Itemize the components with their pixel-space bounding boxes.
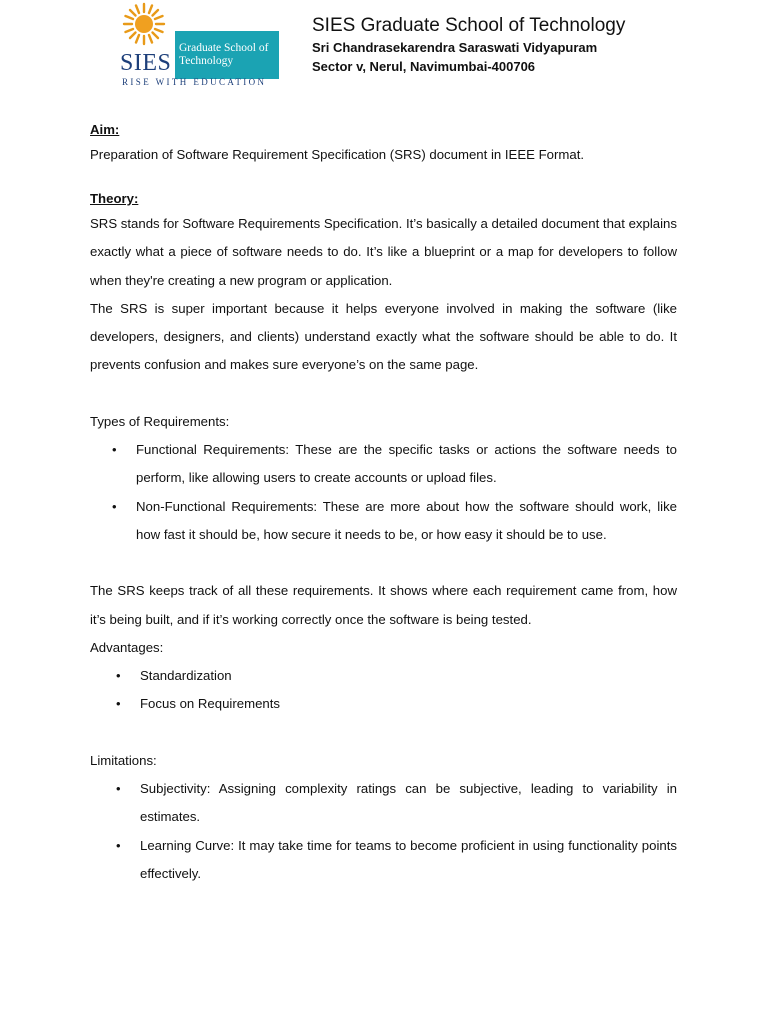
list-item-text: Non-Functional Requirements: These are more about how the software should work, like how fast it should be, how secure it needs to be, or how easy it should be to use. xyxy=(136,498,677,542)
logo-tagline: RISE WITH EDUCATION xyxy=(122,77,267,87)
list-item xyxy=(90,690,677,718)
advantages-list xyxy=(90,662,677,719)
list-item xyxy=(90,436,677,493)
list-item-text: Subjectivity: Assigning complexity ratings can be subjective, leading to variability in estimates. xyxy=(140,781,677,825)
bullet-icon: • xyxy=(112,442,117,458)
list-item xyxy=(90,493,677,550)
advantages-heading: Advantages: xyxy=(90,639,164,655)
institute-address-line-1: Sri Chandrasekarendra Saraswati Vidyapuram xyxy=(312,40,598,55)
types-list xyxy=(90,436,677,549)
sunburst-icon xyxy=(122,2,166,46)
sies-logo xyxy=(118,2,286,90)
bullet-icon: • xyxy=(116,668,121,684)
bullet-icon: • xyxy=(112,498,117,514)
list-item-text: Learning Curve: It may take time for teams to become proficient in using functionality points effectively. xyxy=(140,837,677,881)
types-heading: Types of Requirements: xyxy=(90,413,230,429)
list-item-text: Focus on Requirements xyxy=(140,696,281,712)
list-item-text: Functional Requirements: These are the specific tasks or actions the software needs to perform, like allowing users to create accounts or upload files. xyxy=(136,442,677,486)
theory-paragraph-2: The SRS is super important because it helps everyone involved in making the software (like developers, designers, and clients) understand exactly what the software should be able to do. It prevents confusion and makes sure everyone’s on the same page. xyxy=(90,300,677,373)
document-body xyxy=(90,118,677,888)
list-item-text: Standardization xyxy=(140,668,232,684)
aim-text: Preparation of Software Requirement Specification (SRS) document in IEEE Format. xyxy=(90,147,585,162)
list-item xyxy=(90,775,677,832)
logo-teal-box: Graduate School of Technology xyxy=(175,31,279,79)
theory-heading: Theory: xyxy=(90,191,139,206)
list-item xyxy=(90,662,677,690)
limitations-heading: Limitations: xyxy=(90,752,157,768)
bullet-icon: • xyxy=(116,781,121,797)
institute-block xyxy=(312,14,625,76)
bullet-icon: • xyxy=(116,696,121,712)
logo-wordmark: SIES xyxy=(120,50,172,76)
limitations-list xyxy=(90,775,677,888)
theory-paragraph-1: SRS stands for Software Requirements Specification. It’s basically a detailed document that explains exactly what a piece of software needs to do. It’s like a blueprint or a map for developers to follow when they're creating a new program or application. xyxy=(90,216,677,288)
list-item xyxy=(90,832,677,889)
bullet-icon: • xyxy=(116,837,121,853)
aim-heading: Aim: xyxy=(90,122,120,137)
institute-name: SIES Graduate School of Technology xyxy=(312,15,626,36)
letterhead xyxy=(0,0,768,100)
institute-address-line-2: Sector v, Nerul, Navimumbai-400706 xyxy=(312,59,536,74)
tracking-paragraph: The SRS keeps track of all these requirements. It shows where each requirement came from, how it’s being built, and if it’s working correctly once the software is being tested. xyxy=(90,583,677,627)
